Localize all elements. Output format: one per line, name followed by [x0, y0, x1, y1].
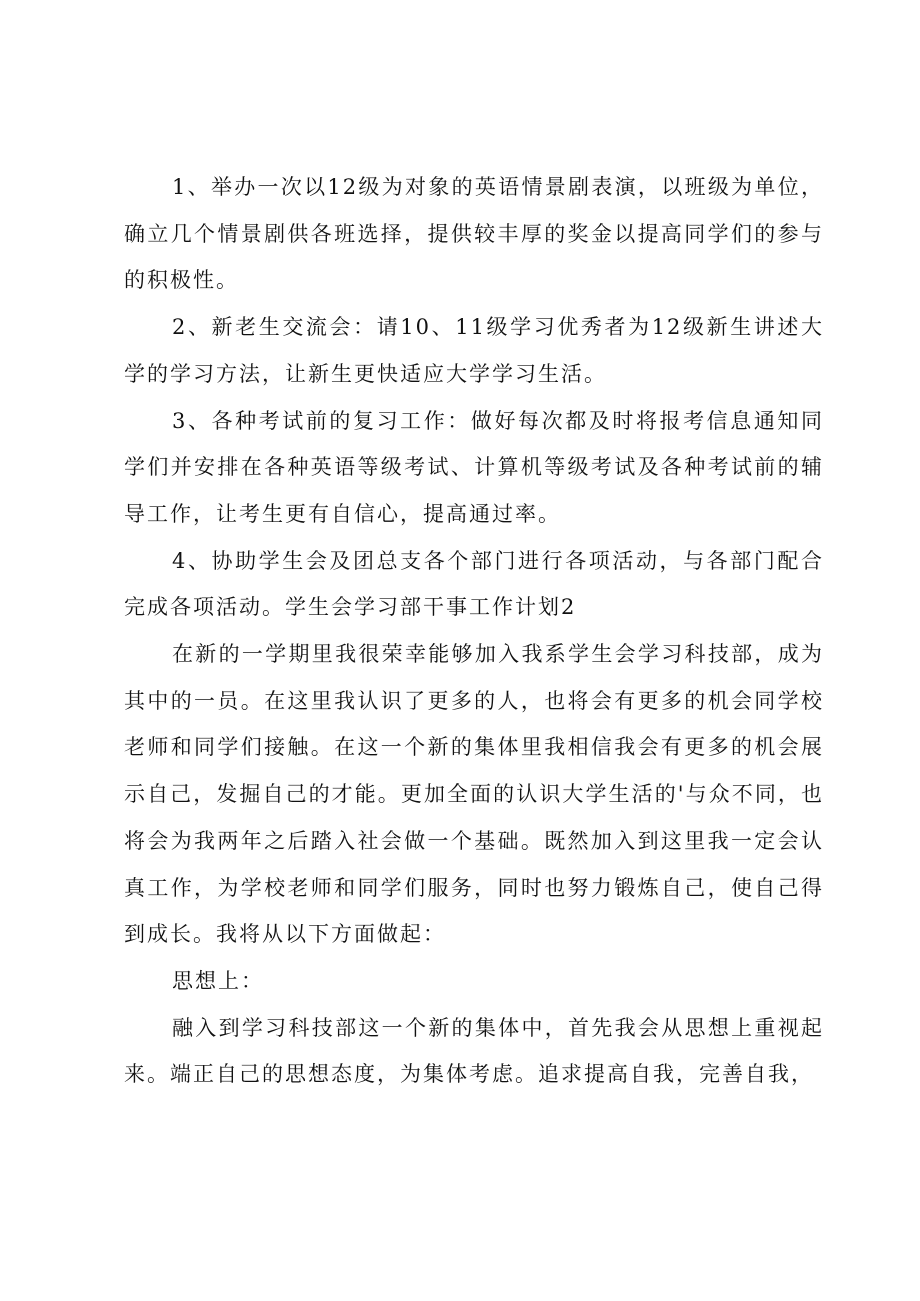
document-body: [124, 164, 824, 1098]
paragraph-item-4: 4、协助学生会及团总支各个部门进行各项活动，与各部门配合完成各项活动。学生会学习部干事工作计划2: [124, 548, 824, 620]
paragraph-item-1: 1、举办一次以12级为对象的英语情景剧表演，以班级为单位，确立几个情景剧供各班选择，提供较丰厚的奖金以提高同学们的参与的积极性。: [124, 175, 824, 293]
paragraph-item-2: 2、新老生交流会：请10、11级学习优秀者为12级新生讲述大学的学习方法，让新生更快适应大学学习生活。: [124, 315, 824, 386]
paragraph-item-3: 3、各种考试前的复习工作：做好每次都及时将报考信息通知同学们并安排在各种英语等级考试、计算机等级考试及各种考试前的辅导工作，让考生更有自信心，提高通过率。: [124, 408, 824, 526]
section-heading-thought: 思想上：: [172, 968, 264, 993]
paragraph-thought-body: 融入到学习科技部这一个新的集体中，首先我会从思想上重视起来。端正自己的思想态度，为集体考虑。追求提高自我，完善自我，: [124, 1015, 824, 1087]
paragraph-plan-intro: 在新的一学期里我很荣幸能够加入我系学生会学习科技部，成为其中的一员。在这里我认识了更多的人，也将会有更多的机会同学校老师和同学们接触。在这一个新的集体里我相信我会有更多的机会展示自己，发掘自己的才能。更加全面的认识大学生活的'与众不同，也将会为我两年之后踏入社会做一个基础。既然加入到这里我一定会认真工作，为学校老师和同学们服务，同时也努力锻炼自己，使自己得到成长。我将从以下方面做起：: [124, 642, 824, 947]
